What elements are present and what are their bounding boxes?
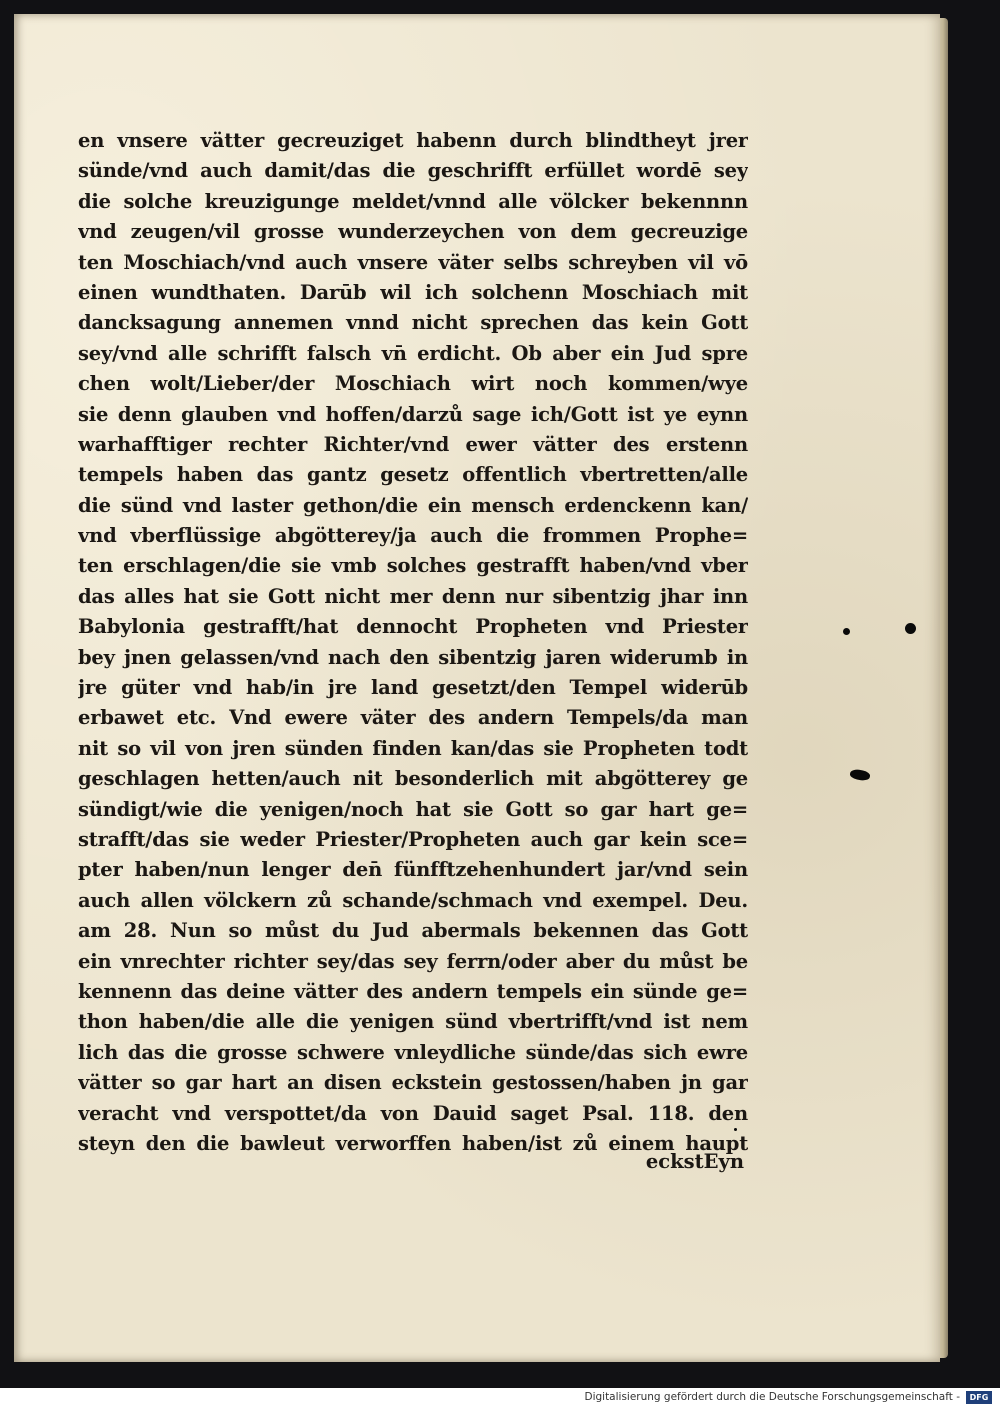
text-line: vätter so gar hart an disen eckstein gestossen/haben jn gar — [78, 1071, 748, 1095]
text-line: dancksagung annemen vnnd nicht sprechen das kein Gott — [78, 311, 748, 335]
text-line: vnd vberflüssige abgötterey/ja auch die frommen Prophe= — [78, 524, 748, 548]
text-line: auch allen völckern zů schande/schmach vnd exempel. Deu. — [78, 888, 748, 912]
text-line: erbawet etc. Vnd ewere väter des andern Tempels/da man — [78, 706, 748, 730]
text-line: warhafftiger rechter Richter/vnd ewer vätter des erstenn — [78, 432, 748, 456]
text-line: bey jnen gelassen/vnd nach den sibentzig jaren widerumb in — [78, 645, 748, 669]
text-line: sünde/vnd auch damit/das die geschrifft erfüllet wordē sey — [78, 159, 748, 183]
text-line: ten Moschiach/vnd auch vnsere väter selbs schreyben vil vō — [78, 250, 748, 274]
text-line: das alles hat sie Gott nicht mer denn nur sibentzig jhar inn — [78, 584, 748, 608]
ink-speck — [843, 628, 850, 635]
text-line: lich das die grosse schwere vnleydliche sünde/das sich ewre — [78, 1040, 748, 1064]
text-line: jre güter vnd hab/in jre land gesetzt/den Tempel widerūb — [78, 676, 748, 700]
text-line: ein vnrechter richter sey/das sey ferrn/oder aber du můst be — [78, 949, 748, 973]
text-line: sündigt/wie die yenigen/noch hat sie Gott so gar hart ge= — [78, 797, 748, 821]
text-line: tempels haben das gantz gesetz offentlich vbertretten/alle — [78, 463, 748, 487]
text-line: pter haben/nun lenger den̄ fünfftzehenhundert jar/vnd sein — [78, 858, 748, 882]
dfg-logo: DFG — [966, 1391, 992, 1404]
text-line: die solche kreuzigunge meldet/vnnd alle völcker bekennnn — [78, 189, 748, 213]
funding-credit: Digitalisierung gefördert durch die Deutsche Forschungsgemeinschaft - — [584, 1391, 960, 1403]
ink-speck — [734, 1128, 737, 1131]
text-line: steyn den die bawleut verworffen haben/ist zů einem haupt — [78, 1131, 748, 1155]
text-line: nit so vil von jren sünden finden kan/das sie Propheten todt — [78, 736, 748, 760]
text-line: thon haben/die alle die yenigen sünd vbertrifft/vnd ist nem — [78, 1010, 748, 1034]
ink-speck — [905, 623, 916, 634]
text-line: die sünd vnd laster gethon/die ein mensch erdenckenn kan/ — [78, 493, 748, 517]
text-line: sey/vnd alle schrifft falsch vn̄ erdicht. Ob aber ein Jud spre — [78, 341, 748, 365]
text-line: en vnsere vätter gecreuziget habenn durch blindtheyt jrer — [78, 129, 748, 152]
ink-speck — [849, 768, 871, 782]
text-line: kennenn das deine vätter des andern tempels ein sünde ge= — [78, 979, 748, 1003]
catchword: eckstEyn — [645, 1150, 744, 1173]
text-line: vnd zeugen/vil grosse wunderzeychen von dem gecreuzige — [78, 220, 748, 244]
footer-bar — [0, 1388, 1000, 1408]
text-line: strafft/das sie weder Priester/Propheten auch gar kein sce= — [78, 827, 748, 851]
text-line: einen wundthaten. Darūb wil ich solchenn Moschiach mit — [78, 280, 748, 304]
document-page — [14, 14, 940, 1362]
text-line: ten erschlagen/die sie vmb solches gestrafft haben/vnd vber — [78, 554, 748, 578]
text-line: Babylonia gestrafft/hat dennocht Propheten vnd Priester — [78, 615, 748, 639]
text-block — [78, 126, 748, 1159]
text-line: sie denn glauben vnd hoffen/darzů sage ich/Gott ist ye eynn — [78, 402, 748, 426]
text-line: chen wolt/Lieber/der Moschiach wirt noch kommen/wye — [78, 372, 748, 396]
text-line: geschlagen hetten/auch nit besonderlich mit abgötterey ge — [78, 767, 748, 791]
text-line: am 28. Nun so můst du Jud abermals bekennen das Gott — [78, 919, 748, 943]
text-line: veracht vnd verspottet/da von Dauid saget Psal. 118. den — [78, 1101, 748, 1125]
